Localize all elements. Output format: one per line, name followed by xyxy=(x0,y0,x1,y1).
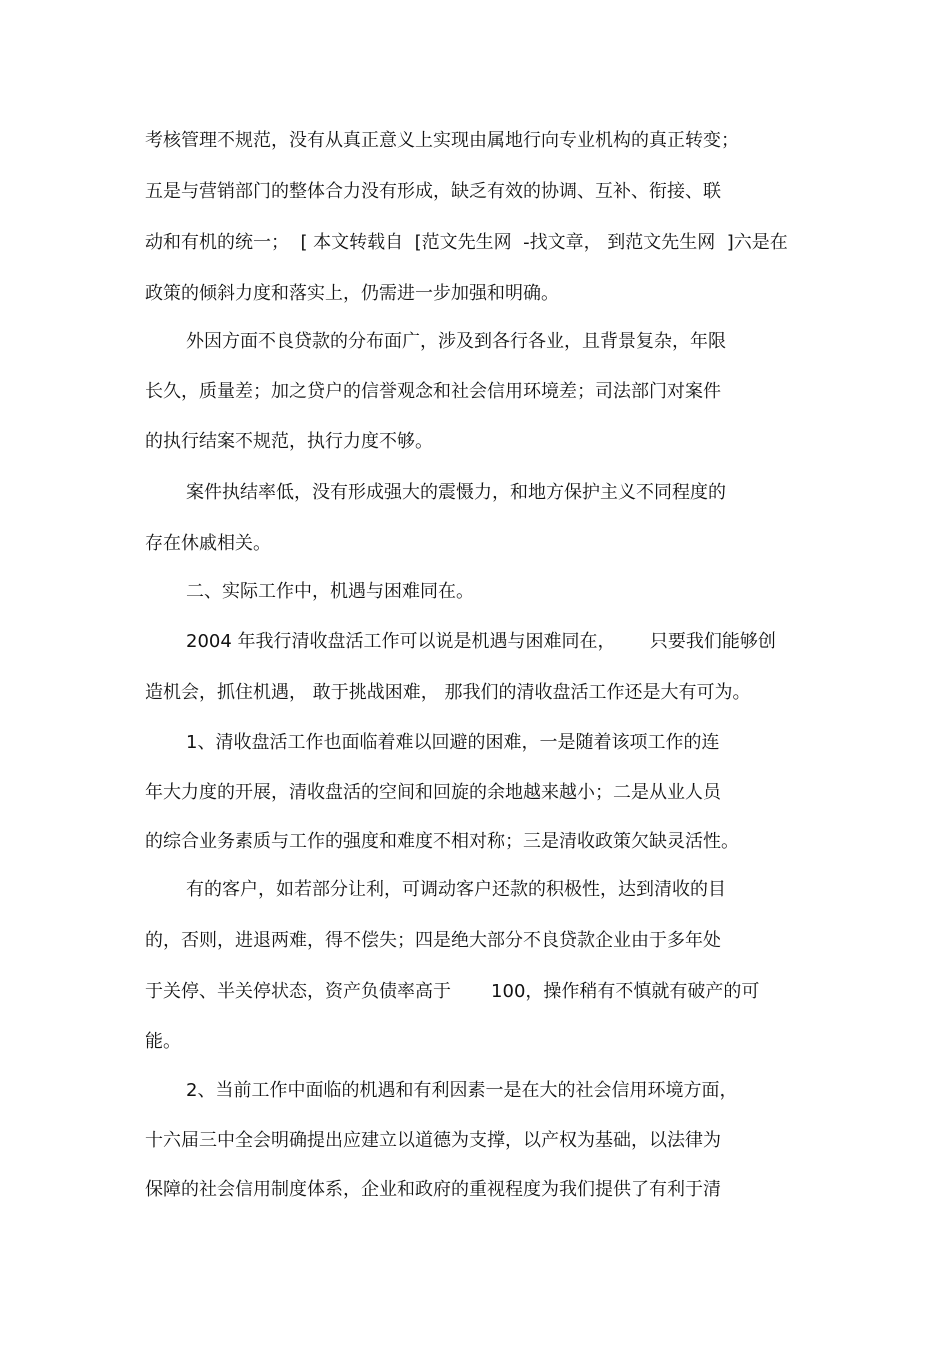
text-line: 有的客户，如若部分让利，可调动客户还款的积极性，达到清收的目 xyxy=(186,879,726,900)
text-line: 的，否则，进退两难，得不偿失；四是绝大部分不良贷款企业由于多年处 xyxy=(145,930,721,951)
text-line: 的执行结案不规范，执行力度不够。 xyxy=(145,431,433,452)
text-line: 的综合业务素质与工作的强度和难度不相对称；三是清收政策欠缺灵活性。 xyxy=(145,831,739,852)
text-line: 年大力度的开展，清收盘活的空间和回旋的余地越来越小；二是从业人员 xyxy=(145,782,721,803)
text-line: 动和有机的统一； [ 本文转载自 [范文先生网 -找文章， 到范文先生网 ]六是在 xyxy=(145,232,788,253)
text-line: 1、清收盘活工作也面临着难以回避的困难，一是随着该项工作的连 xyxy=(186,732,720,753)
text-line: 案件执结率低，没有形成强大的震慑力，和地方保护主义不同程度的 xyxy=(186,482,726,503)
text-line: 能。 xyxy=(145,1031,181,1052)
text-line: 于关停、半关停状态，资产负债率高于 100，操作稍有不慎就有破产的可 xyxy=(145,981,760,1002)
text-line: 存在休戚相关。 xyxy=(145,533,271,554)
text-line: 考核管理不规范，没有从真正意义上实现由属地行向专业机构的真正转变； xyxy=(145,130,739,151)
text-line: 五是与营销部门的整体合力没有形成，缺乏有效的协调、互补、衔接、联 xyxy=(145,181,721,202)
text-line: 造机会，抓住机遇， 敢于挑战困难， 那我们的清收盘活工作还是大有可为。 xyxy=(145,682,751,703)
text-line: 政策的倾斜力度和落实上，仍需进一步加强和明确。 xyxy=(145,283,559,304)
text-line: 长久，质量差；加之贷户的信誉观念和社会信用环境差；司法部门对案件 xyxy=(145,381,721,402)
text-line: 保障的社会信用制度体系，企业和政府的重视程度为我们提供了有利于清 xyxy=(145,1179,721,1200)
text-line: 二、实际工作中，机遇与困难同在。 xyxy=(186,581,474,602)
text-line: 2、当前工作中面临的机遇和有利因素一是在大的社会信用环境方面， xyxy=(186,1080,738,1101)
text-line: 2004 年我行清收盘活工作可以说是机遇与困难同在， 只要我们能够创 xyxy=(186,631,776,652)
text-line: 外因方面不良贷款的分布面广，涉及到各行各业，且背景复杂，年限 xyxy=(186,331,726,352)
text-line: 十六届三中全会明确提出应建立以道德为支撑，以产权为基础，以法律为 xyxy=(145,1130,721,1151)
